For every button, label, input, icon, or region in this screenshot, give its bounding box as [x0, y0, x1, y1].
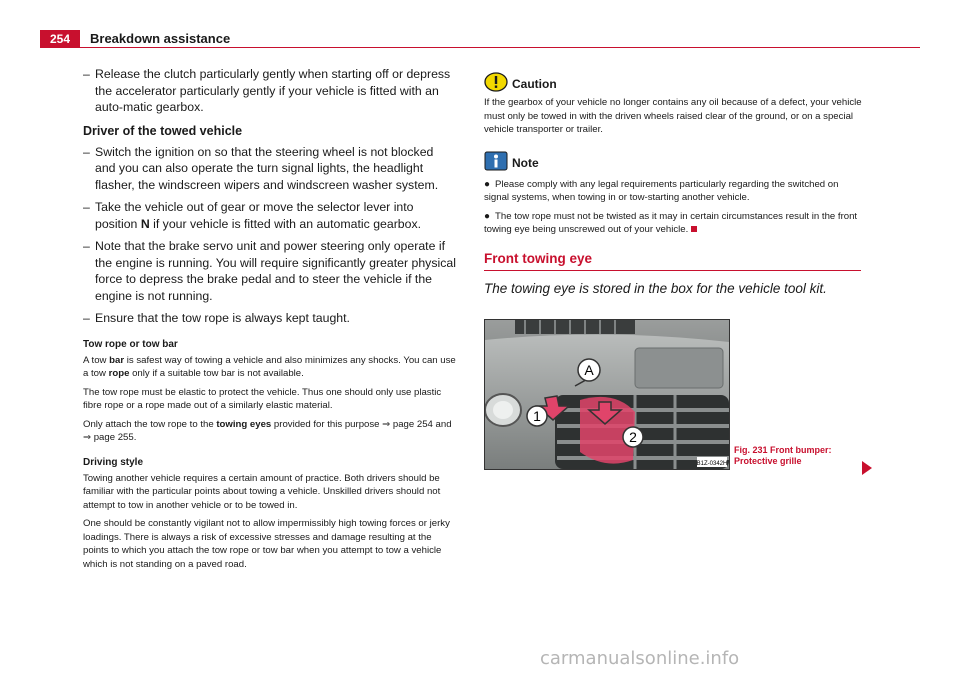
note-header: [484, 151, 864, 175]
style-heading: Driving style: [83, 456, 144, 468]
bullet-icon: ●: [484, 210, 491, 222]
list-item: – Note that the brake servo unit and power steering only operate if the engine is running. You will require significantly greater physical force to depress the brake pedal and to steer the vehicle if the engine is not running.: [83, 239, 456, 303]
info-icon: [484, 151, 508, 171]
list-item-text: Switch the ignition on so that the steering wheel is not blocked and you can also operate the turn signal lights, the headlight flasher, the windscreen wipers and windscreen washer system.: [95, 144, 439, 192]
page-header: [40, 30, 920, 50]
gear-position-label: N: [140, 216, 150, 231]
list-item-text: if your vehicle is fitted with an automatic gearbox.: [149, 216, 422, 231]
list-item-text: Note that the brake servo unit and power steering only operate if the engine is running. You will require significantly greater physical force to depress the brake pedal and to steer the vehicle if the engine is not running.: [95, 239, 456, 303]
figure-caption: Fig. 231 Front bumper: Protective grille: [734, 445, 832, 466]
list-item: – Switch the ignition on so that the steering wheel is not blocked and you can also operate the turn signal lights, the headlight flasher, the windscreen wipers and windscreen washer system.: [83, 144, 439, 192]
section-subheading: Driver of the towed vehicle: [83, 123, 243, 138]
front-towing-eye-section: [484, 251, 864, 296]
watermark: carmanualsonline.info: [540, 648, 740, 669]
list-item-text: Release the clutch particularly gently when starting off or depress the accelerator particularly gently if your vehicle is fitted with an auto-matic gearbox.: [95, 67, 451, 114]
list-item-text: Ensure that the tow rope is always kept taught.: [95, 311, 350, 325]
svg-text:B1Z-0342H: B1Z-0342H: [696, 461, 728, 467]
note-item: ● Please comply with any legal requirements particularly regarding the switched on signal systems, when towing in or tow-starting another vehicle.: [484, 178, 839, 203]
tow-paragraph-1: A tow bar is safest way of towing a vehicle and also minimizes any shocks. You can use a tow rope only if a suitable tow bar is not available.: [83, 354, 456, 379]
left-column: [83, 66, 457, 576]
bullet-icon: ●: [484, 178, 491, 190]
list-item: – Ensure that the tow rope is always kept taught.: [83, 311, 350, 325]
tow-paragraph-3: Only attach the tow rope to the towing eyes provided for this purpose ⇒ page 254 and ⇒ page 255.: [83, 418, 452, 443]
page-title: Breakdown assistance: [90, 31, 231, 46]
svg-text:A: A: [584, 362, 594, 378]
svg-text:2: 2: [629, 429, 637, 445]
figure-front-bumper: [484, 319, 730, 470]
list-item: – Take the vehicle out of gear or move the selector lever into position N if your vehicle is fitted with an automatic gearbox.: [83, 200, 422, 231]
section-rule: [484, 270, 861, 271]
caution-text: If the gearbox of your vehicle no longer contains any oil because of a defect, your vehicle must only be towed in with the driven wheels raised clear of the ground, or on a special vehicle transporter or trailer.: [484, 97, 862, 135]
section-title: Front towing eye: [484, 250, 592, 266]
bumper-illustration: [485, 320, 729, 469]
tow-paragraph-2: The tow rope must be elastic to protect the vehicle. Thus one should only use plastic fibre rope or a rope made out of a similarly elastic material.: [83, 386, 442, 411]
header-rule: [40, 47, 920, 48]
section-lead: The towing eye is stored in the box for the vehicle tool kit.: [484, 280, 827, 296]
svg-text:1: 1: [533, 408, 541, 424]
caution-header: [484, 72, 864, 96]
caution-icon: [484, 72, 508, 92]
tow-heading: Tow rope or tow bar: [83, 338, 178, 350]
list-item-text: Take the vehicle out of gear or move the selector lever into position: [95, 200, 414, 231]
page-number: 254: [40, 30, 80, 48]
note-item: ● The tow rope must not be twisted as it may in certain circumstances result in the front towing eye being unscrewed out of your vehicle.: [484, 210, 858, 235]
style-paragraph-1: Towing another vehicle requires a certain amount of practice. Both drivers should be familiar with the particular points about towing a vehicle. Unskilled drivers should not attempt to tow in another vehicle or to be towed in.: [83, 472, 441, 511]
note-title: Note: [512, 155, 539, 170]
caution-title: Caution: [512, 77, 557, 91]
right-column: [484, 66, 864, 296]
end-mark-icon: [691, 226, 697, 232]
list-item: – Release the clutch particularly gently when starting off or depress the accelerator particularly gently if your vehicle is fitted with an auto-matic gearbox.: [83, 67, 451, 114]
style-paragraph-2: One should be constantly vigilant not to allow impermissibly high towing forces or jerky loadings. There is always a risk of excessive stresses and damage resulting at the points to which you attach the tow rope or tow bar when you attempt to tow a vehicle which is not standing on a paved road.: [83, 518, 450, 570]
continue-arrow-icon: [862, 461, 872, 475]
